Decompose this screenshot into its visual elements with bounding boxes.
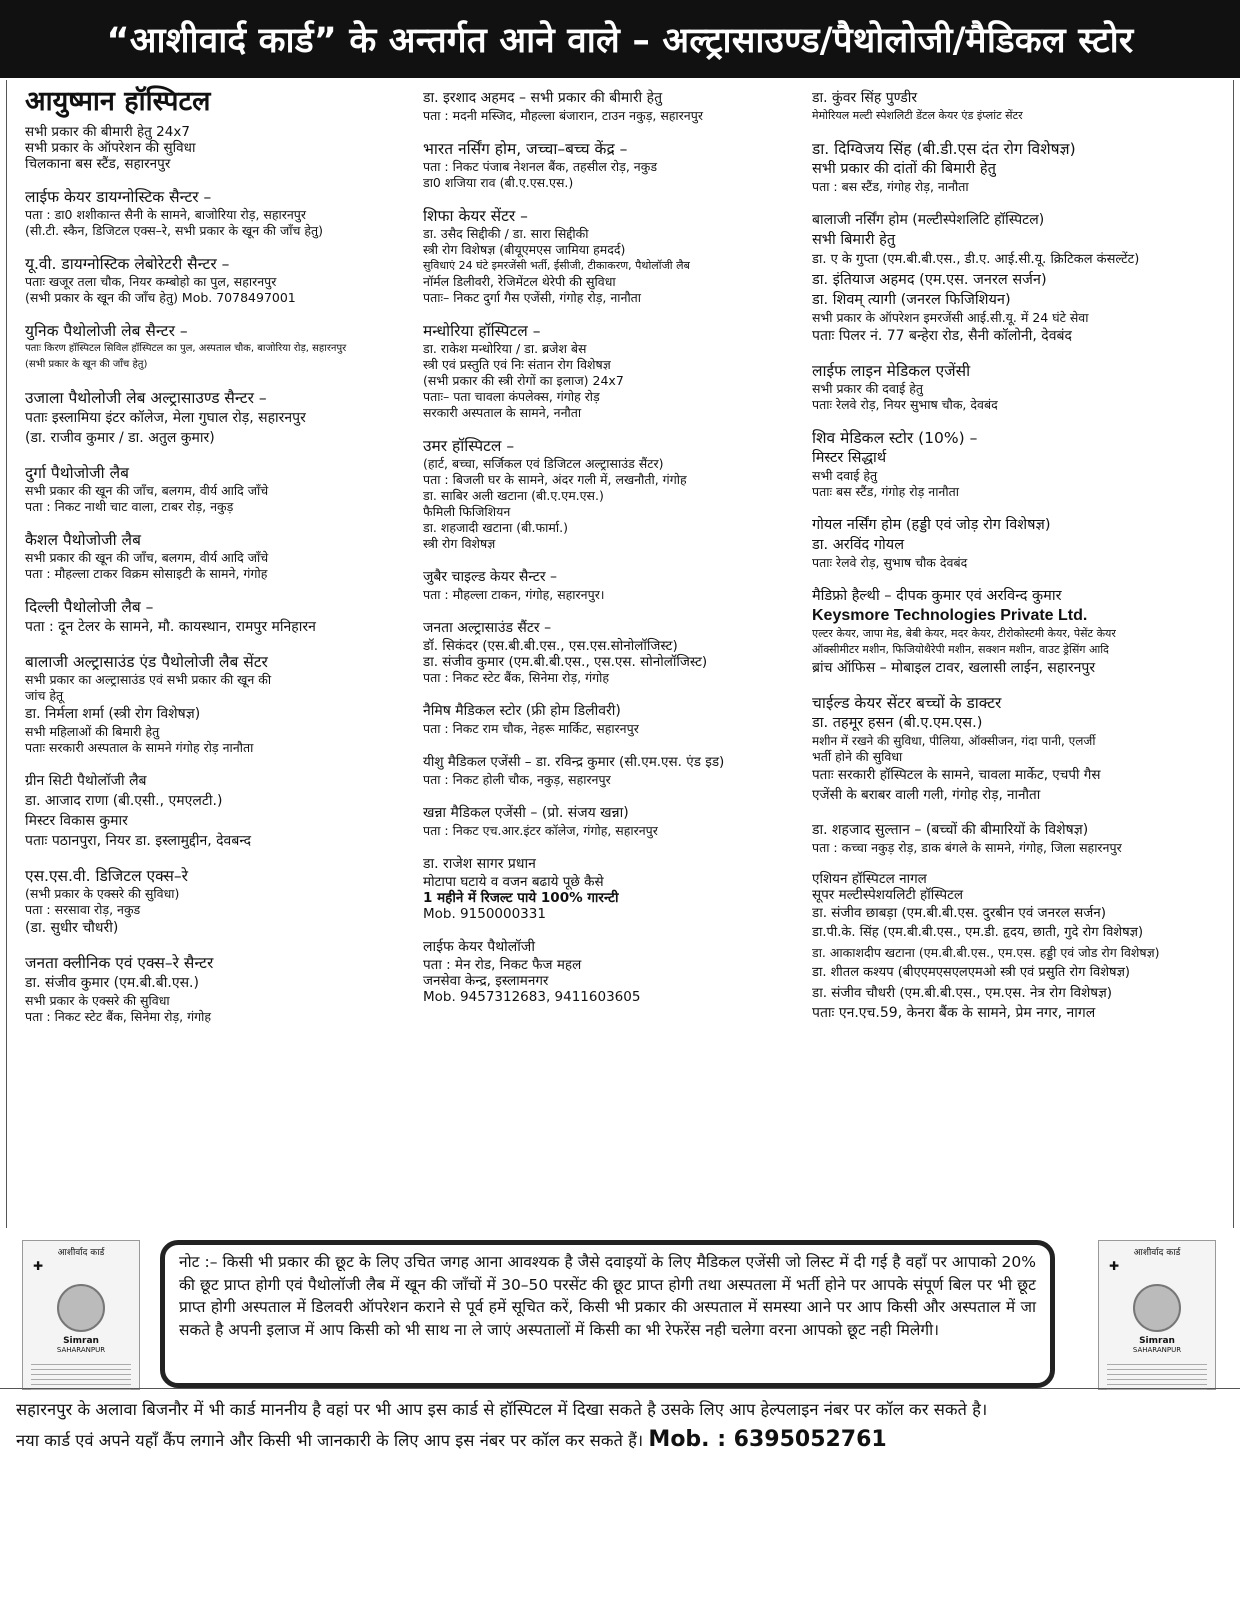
listing — [25, 254, 410, 306]
listing-line: सभी महिलाओं की बिमारी हेतु — [25, 724, 160, 739]
card-title: आशीर्वाद कार्ड — [1133, 1248, 1181, 1258]
company-name: Keysmore Technologies Private Ltd. — [812, 607, 1088, 624]
listing — [25, 187, 410, 239]
listing-line: ऑक्सीमीटर मशीन, फिजियोथैरेपी मशीन, सक्शन मशीन, वाउट ड्रेसिंग आदि — [812, 643, 1109, 656]
listing-title: यीशु मैडिकल एजेंसी – डा. रविन्द्र कुमार (सी.एम.एस. एंड इड) — [423, 754, 725, 770]
listing-title: यू.वी. डायग्नोस्टिक लेबोरेटरी सैन्टर – — [25, 255, 230, 273]
listing-line: डा. निर्मला शर्मा (स्त्री रोग विशेषज्ञ) — [25, 706, 201, 722]
listing-title: बालाजी नर्सिंग होम (मल्टीस्पेशलिटि हॉस्पिटल) — [812, 212, 1045, 228]
membership-card-image — [1098, 1240, 1216, 1390]
listing-line: डा. आकाशदीप खटाना (एम.बी.बी.एस., एम.एस. हड्डी एवं जोड रोग विशेषज्ञ) — [812, 945, 1160, 960]
listing — [423, 206, 803, 306]
listing-title: उमर हॉस्पिटल – — [423, 437, 515, 455]
listing-line: भर्ती होने की सुविधा — [812, 749, 903, 764]
listing-line: सरकारी अस्पताल के सामने, ननौता — [423, 405, 582, 420]
listing-title: एशियन हॉस्पिटल नागल — [812, 871, 927, 887]
note-box: नोट :– किसी भी प्रकार की छूट के लिए उचित जगह आना आवश्यक है जैसे दवाइयों के लिए मैडिकल एजेंसी जो लिस्ट में दी गई है वहाँ पर आपाको 20% की छूट प्राप्त होगी एवं पैथोलॉजी लैब में खून की जाँचों में 30–50 परसेंट की छूट प्राप्त होगी तथा अस्पतला में भर्ती होने पर आपके संपूर्ण बिल पर भी छूट प्राप्त होगी अस्पताल में डिलवरी ऑपरेशन कराने से पूर्व हमें सूचित करें, किसी भी प्रकार की अस्पताल में समस्या आने पर आप किसी और अस्पताल में जा सकते है अपनी इलाज में आप किसी को भी साथ ना ले जाएं अस्पतालों में किसी का भी रेफरेंस नही चलेगा वरना आपको छूट नही मिलेगी। — [160, 1240, 1055, 1388]
listing-line: जांच हेतू — [25, 688, 64, 703]
listing-line: मिस्टर विकास कुमार — [25, 813, 128, 829]
listing-title: जनता अल्ट्रासाउंड सैंटर – — [423, 620, 552, 636]
listing — [423, 436, 803, 552]
listing — [423, 701, 803, 737]
listing-line: डा. साबिर अली खटाना (बी.ए.एम.एस.) — [423, 488, 604, 503]
listing-line: पता : निकट नाथी चाट वाला, टाबर रोड़, नकुड़ — [25, 499, 234, 514]
listing-title: जुबैर चाइल्ड केयर सैन्टर – — [423, 569, 558, 585]
medical-cross-icon: ✚ — [1109, 1259, 1120, 1273]
listing-title: डा. राजेश सागर प्रधान — [423, 856, 536, 872]
listing-line: (सभी प्रकार की स्त्री रोगों का इलाज) 24x7 — [423, 373, 624, 388]
listing-line: पता : निकट राम चौक, नेहरू मार्किट, सहारनपुर — [423, 721, 639, 736]
helpline-number[interactable]: Mob. : 6395052761 — [648, 1427, 887, 1452]
listing — [423, 752, 803, 788]
listing-title: लाईफ केयर पैथोलॉजी — [423, 939, 535, 955]
listing-ayushman — [25, 86, 410, 172]
listing-line: डा. इंतियाज अहमद (एम.एस. जनरल सर्जन) — [812, 272, 1047, 288]
listing-line: पता : निकट स्टेट बैंक, सिनेमा रोड़, गंगोह — [423, 670, 610, 685]
listing — [812, 139, 1232, 195]
listing-title: भारत नर्सिंग होम, जच्चा–बच्च केंद्र – — [423, 140, 628, 158]
listing — [25, 321, 410, 373]
listing — [25, 652, 410, 756]
listing-line: Mob. 9457312683, 9411603605 — [423, 989, 641, 1005]
listing-title: जनता क्लीनिक एवं एक्स–रे सैन्टर — [25, 954, 214, 972]
listing — [423, 803, 803, 839]
listing-line: डा.पी.के. सिंह (एम.बी.बी.एस., एम.डी. हृदय, छाती, गुदे रोग विशेषज्ञ) — [812, 925, 1144, 940]
listing — [812, 586, 1232, 678]
listing-line: सभी प्रकार के ऑपरेशन की सुविधा — [25, 140, 196, 156]
listing-line: पताः खजूर तला चौक, नियर कम्बोहो का पुल, सहारनपुर — [25, 274, 277, 289]
listing-title: आयुष्मान हॉस्पिटल — [25, 86, 211, 117]
listing — [25, 388, 410, 448]
listing-line: एल्टर केयर, जापा मेड, बेबी केयर, मदर केयर, टीरोकोस्टमी केयर, पेसेंट केयर — [812, 627, 1116, 640]
listing-line: डॉ. सिकंदर (एस.बी.बी.एस., एस.एस.सोनोलॉजिस्ट) — [423, 638, 678, 654]
listing-line: नॉर्मल डिलीवरी, रेजिमेंटल थेरेपी की सुविधा — [423, 274, 616, 289]
listing-line: सभी प्रकार के ऑपरेशन इमरजेंसी आई.सी.यू. में 24 घंटे सेवा — [812, 310, 1089, 325]
listing-line: स्त्री रोग विशेषज्ञ — [423, 536, 496, 551]
listing-line: सभी प्रकार की दवाई हेतु — [812, 381, 923, 396]
membership-card-image — [22, 1240, 140, 1390]
listing-line: पताः इस्लामिया इंटर कॉलेज, मेला गुघाल रोड़, सहारनपुर — [25, 410, 306, 426]
listing-line: पताः सरकारी हॉस्पिटल के सामने, चावला मार्केट, एचपी गैस — [812, 767, 1101, 783]
card-details — [1107, 1364, 1207, 1390]
listing-line: सभी प्रकार के एक्सरे की सुविधा — [25, 993, 170, 1008]
listing-columns — [6, 80, 1234, 1228]
listing-line: पता : निकट एच.आर.इंटर कॉलेज, गंगोह, सहारनपुर — [423, 823, 658, 838]
member-photo — [1133, 1284, 1181, 1332]
listing-line: (सभी प्रकार के एक्सरे की सुविधा) — [25, 886, 180, 901]
listing-line: पता : बस स्टैंड, गंगोह रोड़, नानौता — [812, 179, 969, 194]
listing — [423, 139, 803, 191]
listing-title: दुर्गा पैथोजोजी लैब — [25, 464, 129, 482]
listing — [423, 567, 803, 603]
listing-line: एजेंसी के बराबर वाली गली, गंगोह रोड़, नानौता — [812, 787, 1041, 803]
listing-line: Mob. 9150000331 — [423, 906, 546, 922]
listing — [812, 88, 1232, 124]
listing-line: पताः रेलवे रोड़, नियर सुभाष चौक, देवबंद — [812, 397, 998, 412]
listing-title: चाईल्ड केयर सेंटर बच्चों के डाक्टर — [812, 694, 1002, 712]
listing-line: डा. संजीव कुमार (एम.बी.बी.एस., एस.एस. सोनोलॉजिस्ट) — [423, 654, 708, 670]
listing — [423, 937, 803, 1005]
listing-line: पता : निकट स्टेट बैंक, सिनेमा रोड़, गंगोह — [25, 1009, 212, 1024]
listing-title: उजाला पैथोलोजी लेब अल्ट्रासाउण्ड सैन्टर – — [25, 389, 267, 407]
listing — [25, 771, 410, 851]
listing — [812, 210, 1232, 346]
listing — [812, 361, 1232, 413]
listing-line: पताः रेलवे रोड़, सुभाष चौक देवबंद — [812, 555, 968, 570]
listing-line: पता : मौहल्ला टाकन, गंगोह, सहारनपुर। — [423, 587, 605, 602]
listing-line: पता : निकट होली चौक, नकुड़, सहारनपुर — [423, 772, 611, 787]
listing-title: ग्रीन सिटी पैथोलॉजी लैब — [25, 773, 147, 789]
card-city: SAHARANPUR — [56, 1346, 106, 1354]
listing-title: शिफा केयर सेंटर – — [423, 207, 528, 225]
column-2 — [423, 80, 803, 1228]
card-details — [31, 1364, 131, 1390]
listing — [812, 820, 1232, 856]
listing-line: सभी दवाई हेतु — [812, 468, 878, 483]
listing-line: पता : मेन रोड, निकट फैज महल — [423, 957, 582, 973]
listing-line: सभी प्रकार की दांतों की बिमारी हेतु — [812, 161, 996, 177]
listing — [812, 515, 1232, 571]
listing-title: डा. दिग्विजय सिंह (बी.डी.एस दंत रोग विशेषज्ञ) — [812, 140, 1076, 158]
listing-title: डा. शहजाद सुल्तान – (बच्चों की बीमारियों के विशेषज्ञ) — [812, 822, 1089, 838]
listing-line: पता : कच्चा नकुड़ रोड़, डाक बंगले के सामने, गंगोह, जिला सहारनपुर — [812, 840, 1122, 855]
listing — [25, 597, 410, 637]
listing — [423, 321, 803, 421]
card-member-name: Simran — [1139, 1336, 1175, 1346]
listing — [423, 854, 803, 922]
listing-line: डा. शीतल कश्यप (बीएएमएसएलएमओ स्त्री एवं प्रसुति रोग विशेषज्ञ) — [812, 965, 1130, 980]
listing-line: ब्रांच ऑफिस – मोबाइल टावर, खलासी लाईन, सहारनपुर — [812, 660, 1096, 676]
listing-line: मोटापा घटाये व वजन बढाये पूछे कैसे — [423, 874, 604, 890]
listing-line: (डा. राजीव कुमार / डा. अतुल कुमार) — [25, 430, 215, 446]
listing-title: डा. कुंवर सिंह पुण्डीर — [812, 90, 918, 106]
listing-line: पताः– पता चावला कंपलेक्स, गंगोह रोड़ — [423, 389, 600, 404]
listing-title: खन्ना मैडिकल एजेंसी – (प्रो. संजय खन्ना) — [423, 805, 629, 821]
listing-line: डा. शिवम् त्यागी (जनरल फिजिशियन) — [812, 292, 1011, 308]
card-member-name: Simran — [63, 1336, 99, 1346]
listing-line: डा. संजीव छाबड़ा (एम.बी.बी.एस. दुरबीन एवं जनरल सर्जन) — [812, 905, 1106, 921]
listing-line: मशीन में रखने की सुविधा, पीलिया, ऑक्सीजन, गंदा पानी, एलर्जी — [812, 734, 1096, 748]
listing-title: डा. इरशाद अहमद – सभी प्रकार की बीमारी हेतु — [423, 90, 663, 106]
listing-line: डा. आजाद राणा (बी.एसी., एमएलटी.) — [25, 793, 223, 809]
listing-line: (सभी प्रकार के खून की जाँच हेतु) Mob. 7078497001 — [25, 290, 296, 305]
footer-line-2 — [16, 1427, 887, 1452]
listing-line: पताः एन.एच.59, केनरा बैंक के सामने, प्रेम नगर, नागल — [812, 1005, 1096, 1021]
note-section — [0, 1230, 1240, 1380]
card-title: आशीर्वाद कार्ड — [57, 1248, 105, 1258]
listing-title: शिव मेडिकल स्टोर (10%) – — [812, 429, 978, 447]
listing-line: मेमोरियल मल्टी स्पेशलिटी डेंटल केयर एंड इंप्लांट सेंटर — [812, 109, 1023, 122]
listing-title: मन्धोरिया हॉस्पिटल – — [423, 322, 541, 340]
listing-line: सभी प्रकार का अल्ट्रासाउंड एवं सभी प्रकार की खून की — [25, 672, 272, 687]
listing — [423, 88, 803, 124]
listing-line: डा. अरविंद गोयल — [812, 537, 905, 553]
listing-line: सभी प्रकार की खून की जाँच, बलगम, वीर्य आदि जाँचे — [25, 550, 269, 565]
listing-line: सभी प्रकार की खून की जाँच, बलगम, वीर्य आदि जाँचे — [25, 483, 269, 498]
listing-line: पता : मदनी मस्जिद, मौहल्ला बंजारान, टाउन नकुड़, सहारनपुर — [423, 108, 703, 123]
listing-line: पता : मौहल्ला टाकर विक्रम सोसाइटी के सामने, गंगोह — [25, 566, 268, 581]
listing-title: लाईफ केयर डायग्नोस्टिक सैन्टर – — [25, 188, 212, 206]
listing-title: युनिक पैथोलोजी लेब सैन्टर – — [25, 322, 188, 340]
listing-line: फैमिली फिजिशियन — [423, 504, 511, 519]
listing-line: डा. राकेश मन्धोरिया / डा. ब्रजेश बेस — [423, 341, 587, 356]
listing-line: (सी.टी. स्कैन, डिजिटल एक्स–रे, सभी प्रकार के खून की जाँच हेतु) — [25, 223, 324, 238]
listing — [812, 693, 1232, 805]
listing-line: सभी प्रकार की बीमारी हेतु 24x7 — [25, 124, 190, 140]
listing-line: पताः पिलर नं. 77 बन्हेरा रोड, सैनी कॉलोनी, देवबंद — [812, 328, 1072, 344]
listing-line: पताः सरकारी अस्पताल के सामने गंगोह रोड़ नानौता — [25, 740, 254, 755]
page-title: “आशीवार्द कार्ड” के अन्तर्गत आने वाले – अल्ट्रासाउण्ड/पैथोलोजी/मैडिकल स्टोर — [0, 0, 1240, 78]
listing-title: गोयल नर्सिंग होम (हड्डी एवं जोड़ रोग विशेषज्ञ) — [812, 517, 1051, 533]
listing-line: डा. उसैद सिद्दीकी / डा. सारा सिद्दीकी — [423, 226, 589, 241]
listing-line: सुविधाएं 24 घंटे इमरजेंसी भर्ती, ईसीजी, टीकाकरण, पैथोलॉजी लैब — [423, 259, 690, 272]
listing — [812, 428, 1232, 500]
listing-line: मिस्टर सिद्धार्थ — [812, 450, 887, 466]
listing-line: (हार्ट, बच्चा, सर्जिकल एवं डिजिटल अल्ट्रासाउंड सैंटर) — [423, 456, 664, 471]
listing-line: डा0 शजिया राव (बी.ए.एस.एस.) — [423, 175, 574, 190]
listing-line: जनसेवा केन्द्र, इस्लामनगर — [423, 973, 549, 989]
listing — [25, 463, 410, 515]
listing — [25, 953, 410, 1025]
listing-line: 1 महीने में रिजल्ट पाये 100% गारन्टी — [423, 890, 619, 906]
member-photo — [57, 1284, 105, 1332]
listing-line: (सभी प्रकार के खून की जाँच हेतु) — [25, 359, 148, 370]
footer — [0, 1388, 1240, 1601]
listing-title: नैमिष मैडिकल स्टोर (फ्री होम डिलीवरी) — [423, 703, 621, 719]
listing-line: पताः पठानपुरा, नियर डा. इस्लामुद्दीन, देवबन्द — [25, 833, 252, 849]
listing — [423, 618, 803, 686]
listing-title: दिल्ली पैथोलोजी लैब – — [25, 598, 154, 616]
listing-line: पता : दून टेलर के सामने, मौ. कायस्थान, रामपुर मनिहारन — [25, 619, 316, 635]
listing — [812, 871, 1232, 1023]
listing-line: पता : बिजली घर के सामने, अंदर गली में, लखनौती, गंगोह — [423, 472, 687, 487]
card-city: SAHARANPUR — [1132, 1346, 1182, 1354]
listing-line: पता : सरसावा रोड़, नकुड — [25, 902, 141, 917]
listing-title: लाईफ लाइन मेडिकल एजेंसी — [812, 362, 971, 380]
listing-line: पताः– निकट दुर्गा गैस एजेंसी, गंगोह रोड़, नानौता — [423, 290, 642, 305]
listing-line: डा. ए के गुप्ता (एम.बी.बी.एस., डी.ए. आई.सी.यू. क्रिटिकल कंसल्टेंट) — [812, 252, 1140, 267]
listing-line: चिलकाना बस स्टैंड, सहारनपुर — [25, 156, 171, 172]
listing-title: कैशल पैथोजोजी लैब — [25, 531, 141, 549]
listing-line: (डा. सुधीर चौधरी) — [25, 920, 119, 936]
listing-line: पता : निकट पंजाब नेशनल बैंक, तहसील रोड़, नकुड — [423, 159, 658, 174]
listing-line: डा. संजीव कुमार (एम.बी.बी.एस.) — [25, 975, 199, 991]
listing-line: स्त्री एवं प्रस्तुति एवं निः संतान रोग विशेषज्ञ — [423, 357, 611, 372]
footer-line-2-text: नया कार्ड एवं अपने यहाँ कैंप लगाने और किसी भी जानकारी के लिए आप इस नंबर पर कॉल कर सकते हैं। — [16, 1431, 644, 1450]
listing-line: डा. शहजादी खटाना (बी.फार्मा.) — [423, 520, 568, 535]
listing-line: सभी बिमारी हेतु — [812, 232, 896, 248]
listing-line: पताः बस स्टैंड, गंगोह रोड़ नानौता — [812, 484, 959, 499]
listing-line: स्त्री रोग विशेषज्ञ (बीयूएमएस जामिया हमदर्द) — [423, 242, 626, 257]
medical-cross-icon: ✚ — [33, 1259, 44, 1273]
listing-line: सूपर मल्टीस्पेशयलिटी हॉस्पिटल — [812, 887, 964, 903]
listing — [25, 866, 410, 938]
listing-title: एस.एस.वी. डिजिटल एक्स–रे — [25, 867, 189, 885]
listing-line: डा. संजीव चौधरी (एम.बी.बी.एस., एम.एस. नेत्र रोग विशेषज्ञ) — [812, 985, 1113, 1001]
column-3 — [812, 80, 1232, 1228]
listing — [25, 530, 410, 582]
column-1 — [25, 80, 410, 1228]
footer-line-1: सहारनपुर के अलावा बिजनौर में भी कार्ड माननीय है वहां पर भी आप इस कार्ड से हॉस्पिटल में दिखा सकते है उसके लिए आप हेल्पलाइन नंबर पर कॉल कर सकते है। — [16, 1400, 988, 1419]
listing-line: पताः किरण हॉस्पिटल सिविल हॉस्पिटल का पुल, अस्पताल चौक, बाजोरिया रोड़, सहारनपुर — [25, 343, 347, 354]
listing-title: बालाजी अल्ट्रासाउंड एंड पैथोलोजी लैब सेंटर — [25, 653, 268, 671]
listing-line: पता : डा0 शशीकान्त सैनी के सामने, बाजोरिया रोड़, सहारनपुर — [25, 207, 306, 222]
listing-line: डा. तहमूर हसन (बी.ए.एम.एस.) — [812, 715, 983, 731]
listing-title: मैडिफ्रो हैल्थी – दीपक कुमार एवं अरविन्द कुमार — [812, 588, 1062, 604]
